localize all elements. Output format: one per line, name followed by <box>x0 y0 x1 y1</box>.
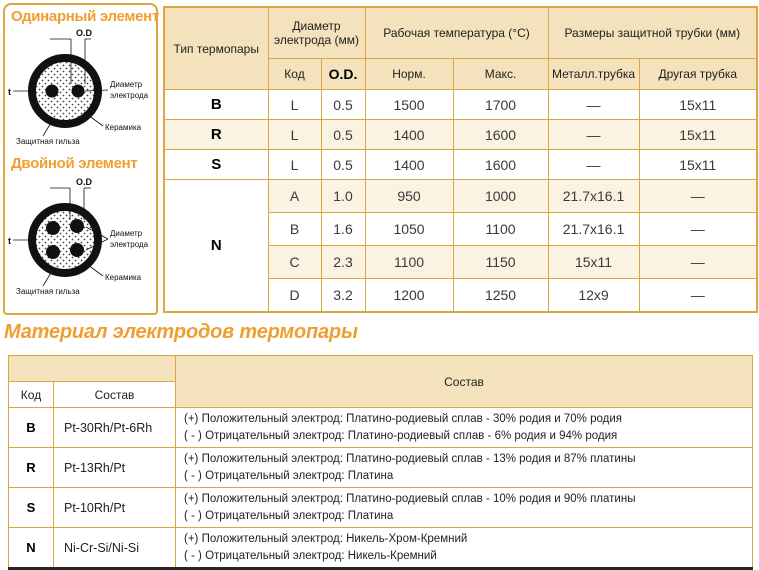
cell-composition-detail <box>176 408 753 448</box>
cell-composition: Pt-30Rh/Pt-6Rh <box>54 408 176 448</box>
cell-od: 0.5 <box>321 120 365 150</box>
negative-electrode-line: ( - ) Отрицательный электрод: Платина <box>184 469 394 482</box>
cell-max: 1000 <box>453 180 548 213</box>
ceramic-label: Керамика <box>105 123 142 132</box>
cell-other-tube: 15x11 <box>639 90 757 120</box>
positive-electrode-line: (+) Положительный электрод: Никель-Хром-Кремний <box>184 532 468 545</box>
cell-type: B <box>164 90 268 120</box>
cell-metal-tube: — <box>548 120 639 150</box>
cell-code: B <box>268 213 321 246</box>
cell-norm: 950 <box>365 180 453 213</box>
electrode-dot <box>46 245 60 259</box>
electrode-diameter-label: Диаметр <box>110 229 143 238</box>
cell-od: 0.5 <box>321 150 365 180</box>
cell-code: L <box>268 120 321 150</box>
od-label: O.D <box>76 177 93 187</box>
col-header-composition: Состав <box>54 382 176 408</box>
cell-max: 1600 <box>453 150 548 180</box>
cell-norm: 1400 <box>365 150 453 180</box>
col-header-composition-detail: Состав <box>176 356 753 408</box>
electrode-dot <box>46 221 60 235</box>
cell-other-tube: — <box>639 213 757 246</box>
cell-other-tube: 15x11 <box>639 120 757 150</box>
cell-composition: Pt-10Rh/Pt <box>54 488 176 528</box>
material-row-b <box>9 408 753 448</box>
cell-max: 1150 <box>453 246 548 279</box>
cell-norm: 1100 <box>365 246 453 279</box>
electrode-material-table <box>8 355 753 570</box>
cell-type: S <box>164 150 268 180</box>
cell-norm: 1200 <box>365 279 453 313</box>
negative-electrode-line: ( - ) Отрицательный электрод: Платина <box>184 509 394 522</box>
col-header-other-tube: Другая трубка <box>639 59 757 90</box>
spec-row-s <box>164 150 757 180</box>
cell-metal-tube: — <box>548 90 639 120</box>
negative-electrode-line: ( - ) Отрицательный электрод: Платино-родиевый сплав - 6% родия и 94% родия <box>184 429 618 442</box>
cell-od: 3.2 <box>321 279 365 313</box>
electrode-dot <box>46 85 59 98</box>
positive-electrode-line: (+) Положительный электрод: Платино-родиевый сплав - 10% родия и 90% платины <box>184 492 636 505</box>
cell-code: A <box>268 180 321 213</box>
cell-metal-tube: — <box>548 150 639 180</box>
cell-other-tube: — <box>639 246 757 279</box>
ceramic-label: Керамика <box>105 273 142 282</box>
cell-composition: Ni-Cr-Si/Ni-Si <box>54 528 176 569</box>
col-header-code: Код <box>268 59 321 90</box>
cell-code: B <box>9 408 54 448</box>
element-diagrams-panel <box>3 3 158 315</box>
cell-composition: Pt-13Rh/Pt <box>54 448 176 488</box>
spec-header-group-row <box>164 7 757 59</box>
cell-code: N <box>9 528 54 569</box>
cell-type-n: N <box>164 180 268 313</box>
cell-composition-detail <box>176 488 753 528</box>
cell-code: D <box>268 279 321 313</box>
col-header-od: O.D. <box>321 59 365 90</box>
cell-max: 1700 <box>453 90 548 120</box>
col-header-protective-tube: Размеры защитной трубки (мм) <box>548 7 757 59</box>
cell-max: 1600 <box>453 120 548 150</box>
cell-other-tube: 15x11 <box>639 150 757 180</box>
cell-max: 1250 <box>453 279 548 313</box>
cell-metal-tube: 12x9 <box>548 279 639 313</box>
col-header-metal-tube: Металл.трубка <box>548 59 639 90</box>
double-element-diagram <box>5 172 156 304</box>
cell-norm: 1500 <box>365 90 453 120</box>
cell-od: 0.5 <box>321 90 365 120</box>
od-label: O.D <box>76 28 93 38</box>
cell-metal-tube: 21.7x16.1 <box>548 180 639 213</box>
cell-code: C <box>268 246 321 279</box>
spec-row-r <box>164 120 757 150</box>
cell-od: 1.6 <box>321 213 365 246</box>
cell-norm: 1050 <box>365 213 453 246</box>
double-element-title: Двойной элемент <box>11 155 138 172</box>
electrode-diameter-label: электрода <box>110 240 149 249</box>
positive-electrode-line: (+) Положительный электрод: Платино-родиевый сплав - 30% родия и 70% родия <box>184 412 622 425</box>
col-header-code: Код <box>9 382 54 408</box>
cell-code: L <box>268 90 321 120</box>
electrode-dot <box>70 219 84 233</box>
cell-composition-detail <box>176 448 753 488</box>
single-element-title: Одинарный элемент <box>11 8 159 25</box>
cell-other-tube: — <box>639 279 757 313</box>
material-row-n <box>9 528 753 569</box>
spec-row-b <box>164 90 757 120</box>
col-header-norm: Норм. <box>365 59 453 90</box>
cell-od: 1.0 <box>321 180 365 213</box>
single-element-diagram <box>5 25 156 152</box>
cell-code: L <box>268 150 321 180</box>
col-header-type: Тип термопары <box>164 7 268 90</box>
t-label: t <box>8 87 11 97</box>
material-header-group-row <box>9 356 753 382</box>
sheath-label: Защитная гильза <box>16 287 80 296</box>
cell-od: 2.3 <box>321 246 365 279</box>
sheath-label: Защитная гильза <box>16 137 80 146</box>
cell-type: R <box>164 120 268 150</box>
t-label: t <box>8 236 11 246</box>
electrode-diameter-label: Диаметр <box>110 80 143 89</box>
material-row-s <box>9 488 753 528</box>
col-header-electrode-diameter: Диаметр электрода (мм) <box>268 7 365 59</box>
positive-electrode-line: (+) Положительный электрод: Платино-родиевый сплав - 13% родия и 87% платины <box>184 452 636 465</box>
cell-code: R <box>9 448 54 488</box>
cell-composition-detail <box>176 528 753 569</box>
thermocouple-spec-table <box>163 6 758 313</box>
section-title: Материал электродов термопары <box>4 321 358 343</box>
cell-max: 1100 <box>453 213 548 246</box>
sheath-pointer <box>43 271 52 286</box>
cell-norm: 1400 <box>365 120 453 150</box>
electrode-dot <box>70 243 84 257</box>
material-row-r <box>9 448 753 488</box>
cell-metal-tube: 21.7x16.1 <box>548 213 639 246</box>
electrode-diameter-label: электрода <box>110 91 149 100</box>
spec-row-n-a <box>164 180 757 213</box>
empty-header-cell <box>9 356 176 382</box>
negative-electrode-line: ( - ) Отрицательный электрод: Никель-Кремний <box>184 549 437 562</box>
cell-code: S <box>9 488 54 528</box>
col-header-working-temperature: Рабочая температура (°C) <box>365 7 548 59</box>
cell-metal-tube: 15x11 <box>548 246 639 279</box>
col-header-max: Макс. <box>453 59 548 90</box>
electrode-dot <box>72 85 85 98</box>
cell-other-tube: — <box>639 180 757 213</box>
